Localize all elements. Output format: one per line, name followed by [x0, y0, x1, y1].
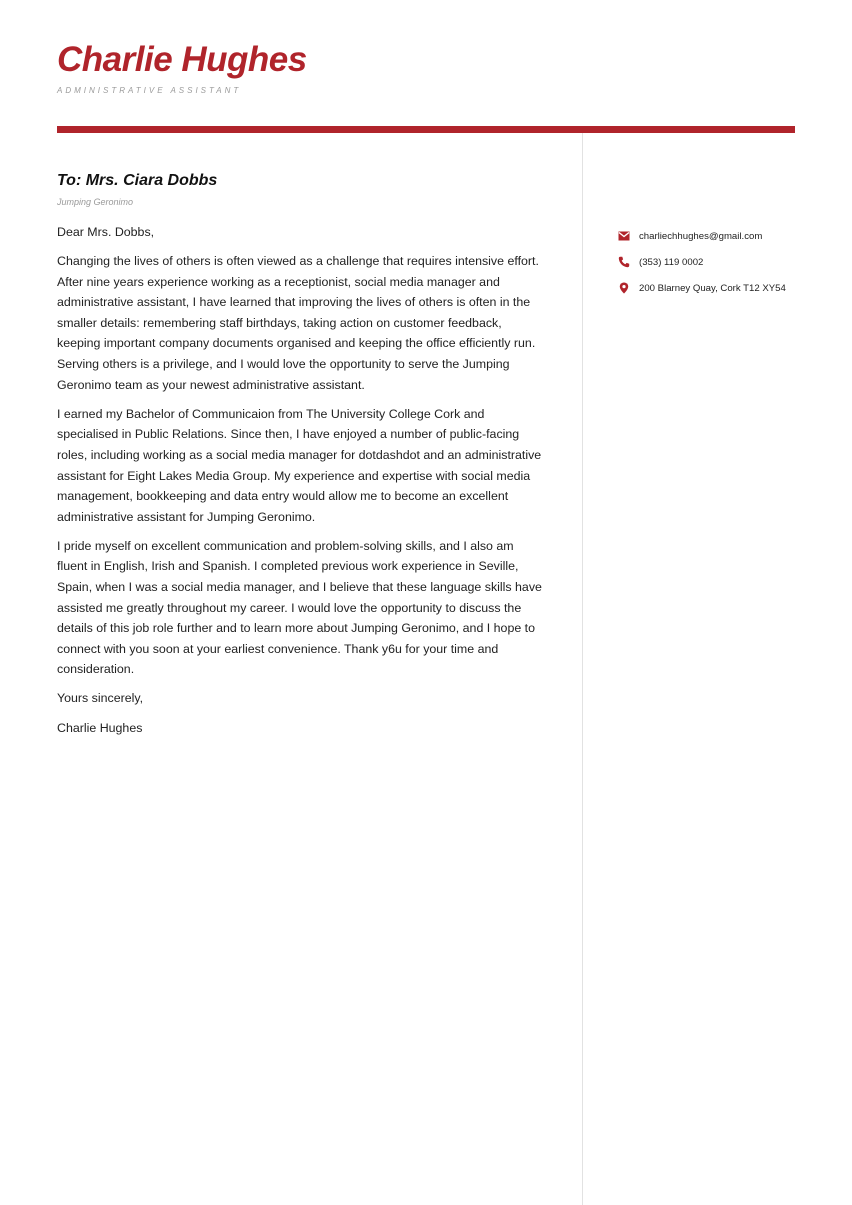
applicant-name: Charlie Hughes	[57, 40, 307, 79]
letter-signature: Charlie Hughes	[57, 720, 143, 735]
contact-email[interactable]	[617, 228, 817, 244]
phone-icon	[617, 255, 631, 269]
recipient-company: Jumping Geronimo	[57, 197, 134, 207]
contact-address-text: 200 Blarney Quay, Cork T12 XY54	[639, 282, 786, 294]
envelope-icon	[617, 229, 631, 243]
recipient-name: To: Mrs. Ciara Dobbs	[57, 172, 218, 189]
letter-paragraph-1: Changing the lives of others is often viewed as a challenge that requires intensive effort. After nine years experience working as a receptionist, social media manager and administrative assistant, I have learned that improving the lives of others is often in the smaller details: remembering staff birthdays, taking action on customer feedback, keeping important company documents organised and keeping the office efficiently run. Serving others is a privilege, and I would love the opportunity to serve the Jumping Geronimo team as your newest administrative assistant.	[57, 254, 539, 392]
contact-email-text: charliechhughes@gmail.com	[639, 230, 763, 242]
contact-phone-text: (353) 119 0002	[639, 256, 704, 268]
letter-content	[57, 222, 545, 738]
letter-paragraph-3: I pride myself on excellent communication and problem-solving skills, and I also am fluent in English, Irish and Spanish. I completed previous work experience in Seville, Spain, when I was a social media manager, and I believe that these language skills have assisted me greatly throughout my career. I would love the opportunity to discuss the details of this job role further and to learn more about Jumping Geronimo, and I hope to connect with you soon at your earliest convenience. Thank y6u for your time and consideration.	[57, 538, 542, 677]
column-divider	[582, 133, 583, 1205]
letter-closing: Yours sincerely,	[57, 691, 144, 706]
letter-body	[57, 170, 545, 747]
contact-sidebar	[617, 228, 817, 306]
location-pin-icon	[617, 281, 631, 295]
letter-paragraph-2: I earned my Bachelor of Communicaion from The University College Cork and specialised in Public Relations. Since then, I have enjoyed a number of public-facing roles, including working as a social media manager for dotdashdot and an administrative assistant for Eight Lakes Media Group. My experience and expertise with social media management, bookkeeping and data entry would allow me to become an excellent administrative assistant for Jumping Geronimo.	[57, 406, 542, 524]
contact-address	[617, 280, 817, 296]
contact-phone[interactable]	[617, 254, 817, 270]
resume-header	[57, 38, 795, 95]
letter-salutation: Dear Mrs. Dobbs,	[57, 225, 155, 239]
applicant-job-title: ADMINISTRATIVE ASSISTANT	[57, 86, 242, 95]
header-accent-bar	[57, 126, 795, 133]
